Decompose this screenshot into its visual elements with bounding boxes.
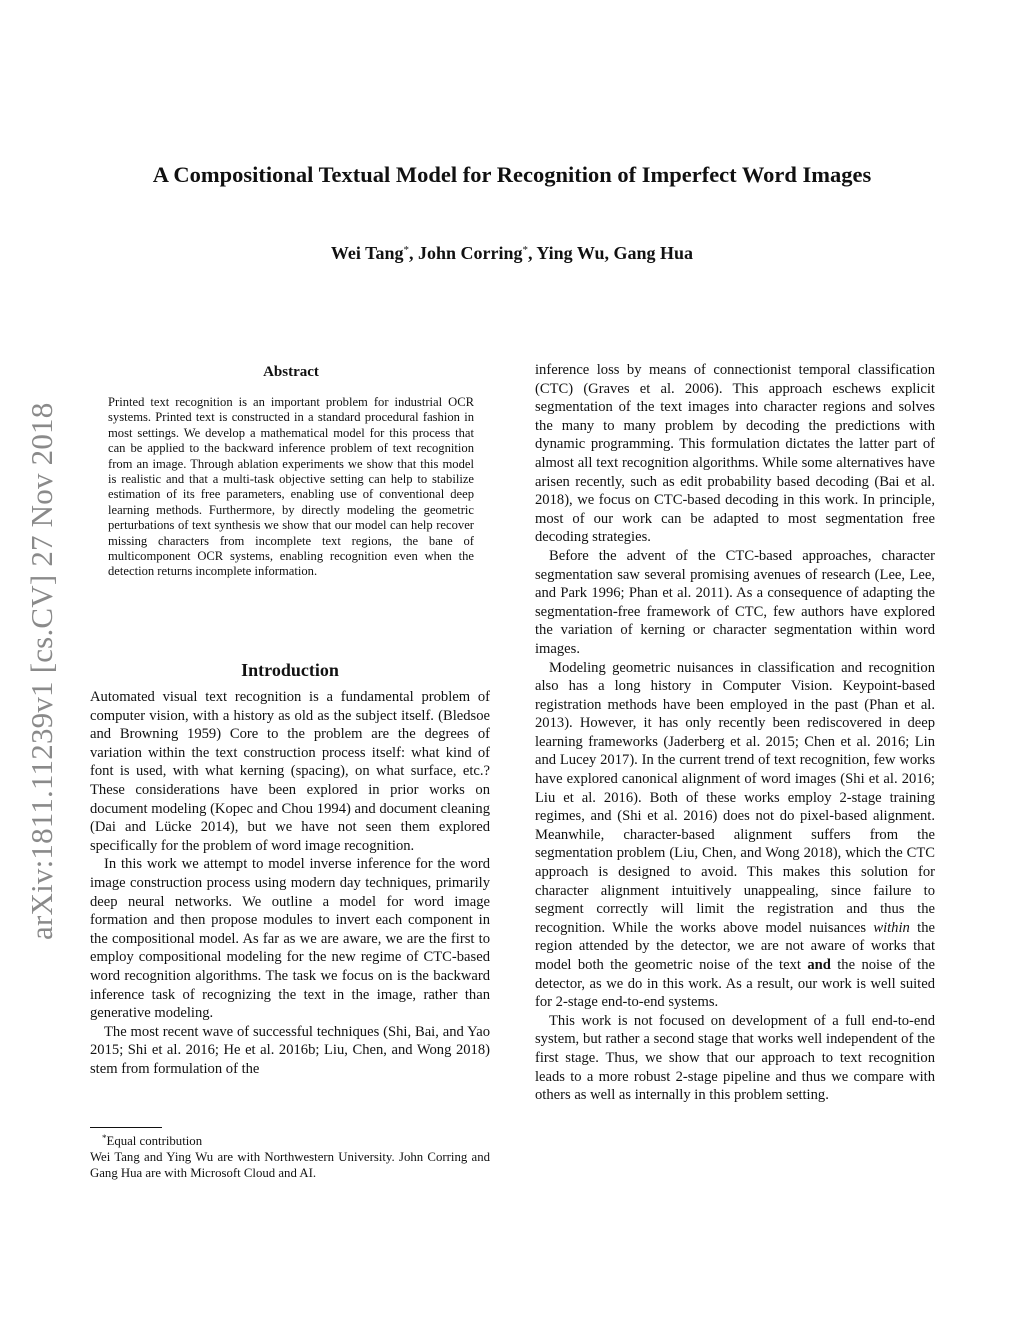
author-name: John Corring xyxy=(417,243,523,263)
body-paragraph: In this work we attempt to model inverse inference for the word image construction process using modern day techniques, primarily deep neural networks. We outline a model for word image formation and then propose modules to invert each component in the compositional model. As far as we are aware, we are the first to employ compositional modeling for the new regime of CTC-based word recognition algorithms. The task we focus on is the backward inference task of recognizing the text in the image, rather than generative modeling. xyxy=(90,856,490,1022)
body-paragraph: The most recent wave of successful techniques (Shi, Bai, and Yao 2015; Shi et al. 2016; He et al. 2016b; Liu, Chen, and Wong 2018) stem from formulation of the xyxy=(90,1023,490,1077)
abstract-text: Printed text recognition is an important problem for industrial OCR systems. Printed text is constructed in a standard procedural fashion in most settings. We develop a mathematical model for this process that can be applied to the backward inference problem of text recognition from an image. Through ablation experiments we show that this model is realistic and that a multi-task objective setting can help to stabilize estimation of its free parameters, enabling use of conventional deep learning methods. Furthermore, by directly modeling the geometric perturbations of text synthesis we show that our model can help recover missing characters from incomplete text regions, the bane of multicomponent OCR systems, enabling recognition even when the detection returns incomplete information. xyxy=(108,395,474,579)
equal-contribution-mark: * xyxy=(403,244,409,256)
paragraph-text: the region attended by the detector, we are not aware of works that model both the geometric noise of the text xyxy=(535,919,935,973)
paper-title: A Compositional Textual Model for Recognition of Imperfect Word Images xyxy=(152,162,872,187)
introduction-heading: Introduction xyxy=(241,660,339,680)
footnote-mark: * xyxy=(102,1133,107,1143)
paragraph-text: the noise of the detector, as we do in this work. As a result, our work is well suited for 2-stage end-to-end systems. xyxy=(535,957,935,1011)
abstract-heading: Abstract xyxy=(263,364,319,380)
footnote-text: Equal contribution xyxy=(106,1134,203,1148)
author-list xyxy=(0,238,1024,265)
body-paragraph: Before the advent of the CTC-based approaches, character segmentation saw several promising avenues of research (Lee, Lee, and Park 1996; Phan et al. 2011). As a consequence of adapting the segmentation-free framework of CTC, few authors have explored the variation of kerning or character segmentation within word images. xyxy=(535,547,935,657)
right-column xyxy=(535,361,935,1105)
footnote-equal-contribution xyxy=(102,1130,490,1149)
paragraph-text: Modeling geometric nuisances in classification and recognition also has a long history in Computer Vision. Keypoint-based registration methods have been employed in the past (Phan et al. 2013). However, it has only recently been rediscovered in deep learning frameworks (Jaderberg et al. 2015; Chen et al. 2016; Lin and Lucey 2017). In the current trend of text recognition, few works have explored canonical alignment of word images (Shi et al. 2016; Liu et al. 2016). Both of these works employ 2-stage training regimes, and (Shi et al. 2016) does not do pixel-based alignment. Meanwhile, character-based alignment suffers from the segmentation problem (Liu, Chen, and Wong 2018), which the CTC approach is designed to avoid. This makes this solution for character alignment intuitively unappealing, since failure to segment correctly will limit the registration and thus the recognition. While the works above model nuisances xyxy=(535,659,935,936)
body-paragraph: This work is not focused on development of a full end-to-end system, but rather a second stage that works well independent of the first stage. Thus, we show that our approach to text recognition leads to a more robust 2-stage pipeline and thus we compare with others as well as internally in this problem setting. xyxy=(535,1012,935,1104)
footnotes xyxy=(90,1130,490,1181)
equal-contribution-mark: * xyxy=(522,244,528,256)
body-paragraph xyxy=(535,659,935,1012)
author-name: Wei Tang xyxy=(330,243,404,263)
author-name: Gang Hua xyxy=(613,243,694,263)
bold-word: and xyxy=(807,957,831,973)
footnote-divider xyxy=(90,1127,162,1128)
emphasized-word: within xyxy=(873,919,910,936)
left-column xyxy=(90,658,490,1078)
arxiv-identifier-stamp: arXiv:1811.11239v1 [cs.CV] 27 Nov 2018 xyxy=(24,402,59,940)
footnote-affiliation: Wei Tang and Ying Wu are with Northwestern University. John Corring and Gang Hua are with Microsoft Cloud and AI. xyxy=(90,1150,490,1180)
abstract-section xyxy=(108,362,474,580)
author-separator: , xyxy=(527,243,537,263)
body-paragraph: Automated visual text recognition is a fundamental problem of computer vision, with a history as old as the subject itself. (Bledsoe and Browning 1959) Core to the problem are the degrees of variation within the text construction process itself: what kind of font is used, with what kerning (spacing), on what surface, etc.? These considerations have been explored in prior works on document modeling (Kopec and Chou 1994) and document cleaning (Dai and Lücke 2014), but we have not seen them explored specifically for the problem of word image recognition. xyxy=(90,689,490,854)
author-separator: , xyxy=(604,243,614,263)
author-separator: , xyxy=(408,243,418,263)
author-name: Ying Wu xyxy=(536,243,605,263)
body-paragraph: inference loss by means of connectionist temporal classification (CTC) (Graves et al. 2006). This approach eschews explicit segmentation of the text images into character regions and solves the many to many problem by decoding the predictions with dynamic programming. This formulation dictates the latter part of almost all text recognition algorithms. While some alternatives have arisen recently, such as edit probability based decoding (Bai et al. 2018), we focus on CTC-based decoding in this work. In principle, most of our work can be adapted to most segmentation free decoding strategies. xyxy=(535,362,935,546)
